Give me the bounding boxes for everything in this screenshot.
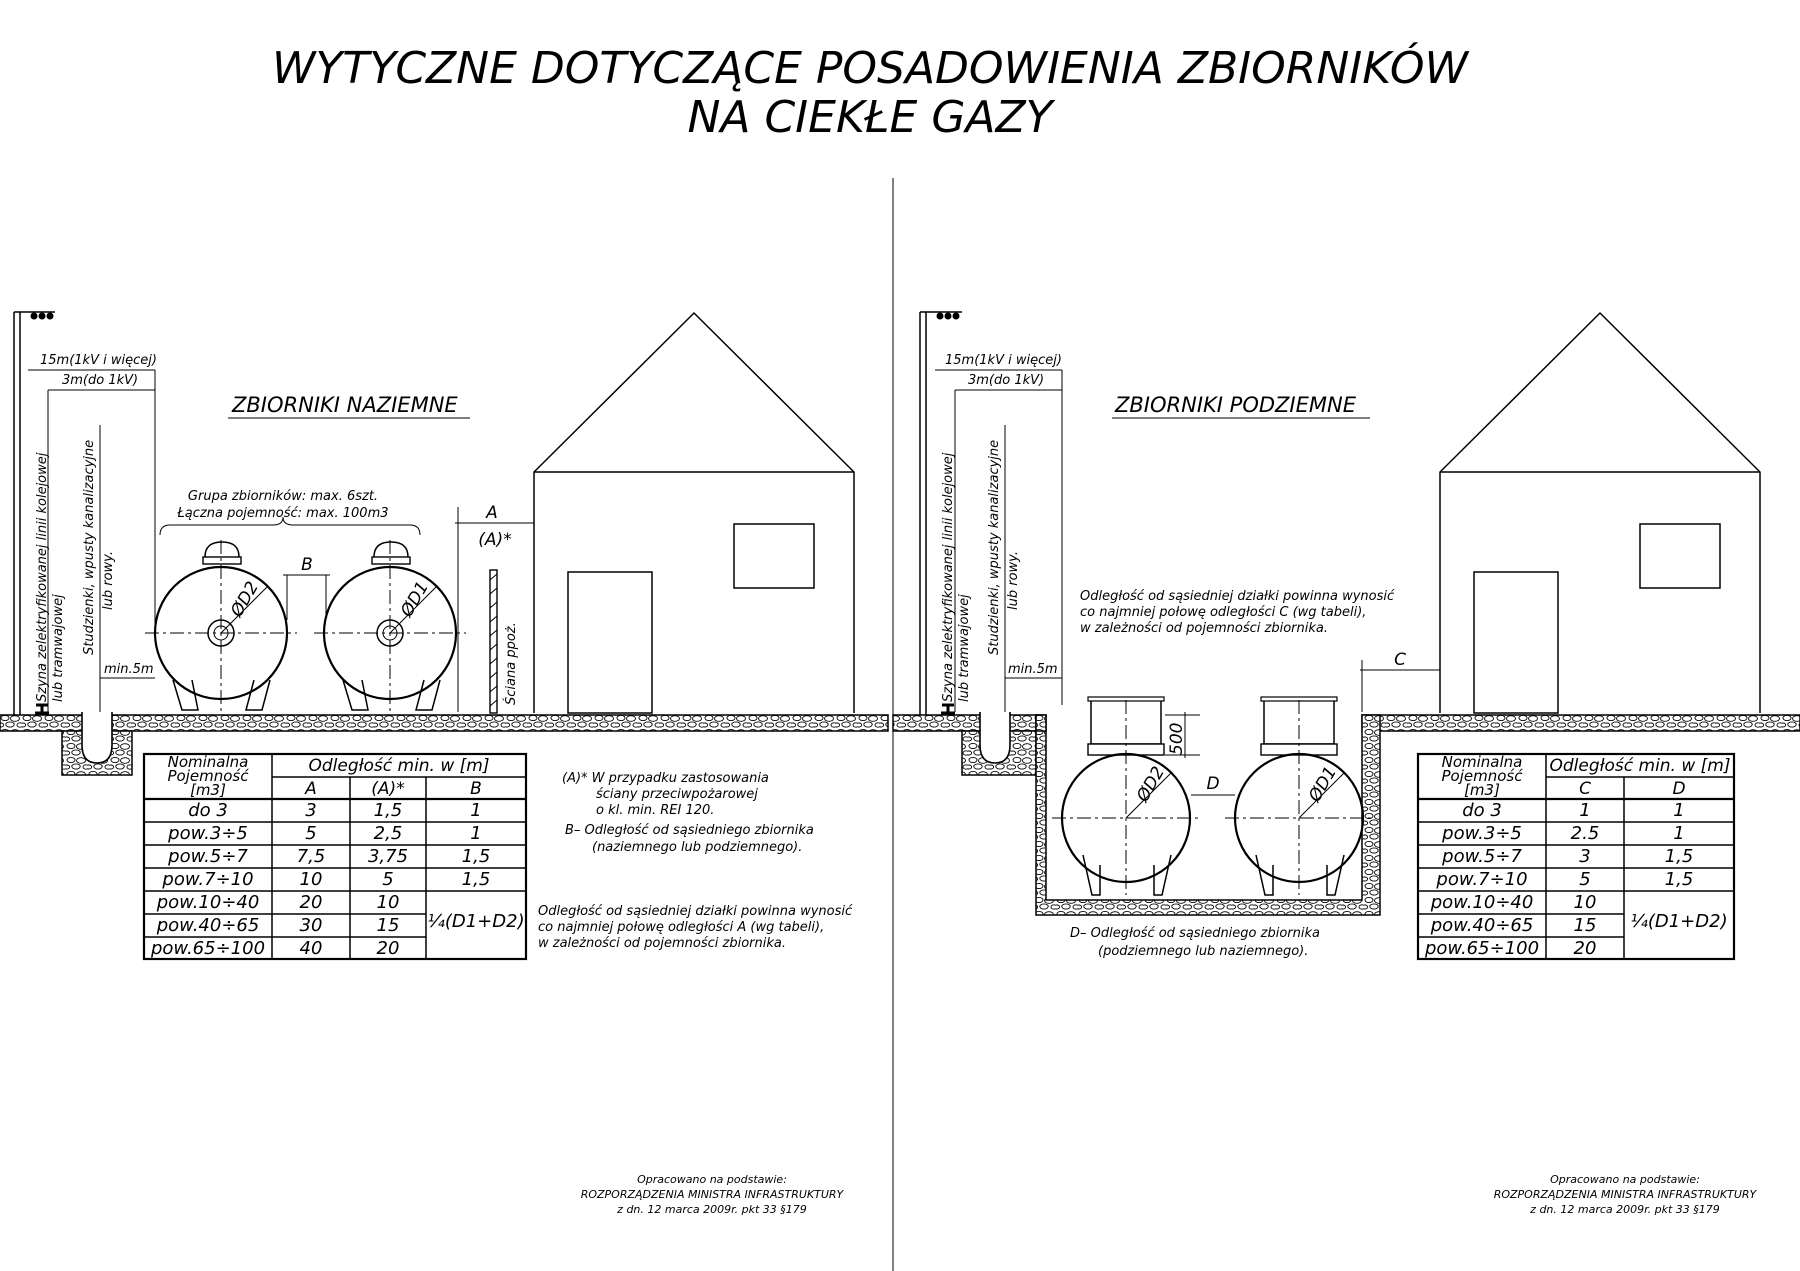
rail-label-2: lub tramwajowej — [51, 594, 66, 702]
rail-label-1: Szyna zelektryfikowanej linii kolejowej — [35, 452, 50, 702]
svg-text:pow.3÷5: pow.3÷5 — [1442, 823, 1522, 844]
svg-text:10: 10 — [1573, 892, 1597, 913]
svg-text:1,5: 1,5 — [461, 846, 491, 867]
svg-text:1,5: 1,5 — [1664, 846, 1694, 867]
svg-text:5: 5 — [305, 823, 317, 844]
min-distance-label: min.5m — [104, 662, 154, 677]
distance-table-aboveground — [144, 753, 526, 959]
note-plot-3: w zależności od pojemności zbiornika. — [538, 936, 786, 951]
svg-text:pow.5÷7: pow.5÷7 — [168, 846, 248, 867]
svg-text:10: 10 — [376, 892, 400, 913]
dimension-a-label: A — [486, 503, 498, 523]
table-header-nominal-2: Pojemność — [167, 767, 249, 785]
svg-text:pow.5÷7: pow.5÷7 — [1442, 846, 1522, 867]
svg-text:pow.65÷100: pow.65÷100 — [1424, 938, 1540, 959]
sewer-label-1: Studzienki, wpusty kanalizacyjne — [82, 439, 97, 655]
table-header-nominal-3: [m3] — [1464, 781, 1500, 799]
sewer-label-1: Studzienki, wpusty kanalizacyjne — [987, 439, 1002, 655]
page-title-line-2: NA CIEKŁE GAZY — [687, 92, 1053, 143]
sewer-label-2: lub rowy. — [101, 551, 116, 610]
table-row — [156, 915, 400, 936]
sewer-label-2: lub rowy. — [1006, 551, 1021, 610]
dimension-b-label: B — [301, 555, 313, 575]
note-a-star-1: (A)* W przypadku zastosowania — [562, 771, 769, 786]
svg-text:1,5: 1,5 — [373, 800, 403, 821]
fire-wall-label: Ściana ppoż. — [504, 622, 519, 705]
dimension-500-label: 500 — [1167, 722, 1187, 755]
note-a-star-3: o kl. min. REI 120. — [596, 803, 715, 818]
svg-text:pow.7÷10: pow.7÷10 — [162, 869, 254, 890]
svg-text:15: 15 — [376, 915, 400, 936]
table-row — [161, 869, 490, 890]
table-row — [1462, 800, 1685, 821]
svg-text:15: 15 — [1573, 915, 1597, 936]
svg-text:30: 30 — [299, 915, 323, 936]
svg-text:20: 20 — [376, 938, 400, 959]
svg-text:3,75: 3,75 — [367, 846, 409, 867]
note-plot-2: co najmniej połowę odległości C (wg tabeli), — [1080, 605, 1367, 620]
group-label-2: Łączna pojemność: max. 100m3 — [177, 506, 389, 521]
svg-text:1: 1 — [1673, 823, 1685, 844]
table-header-nominal-1: Nominalna — [1441, 753, 1523, 771]
svg-text:pow.10÷40: pow.10÷40 — [156, 892, 260, 913]
table-merged-b: ¼(D1+D2) — [427, 911, 525, 932]
power-distance-label-2: 3m(do 1kV) — [968, 373, 1045, 388]
svg-text:7,5: 7,5 — [296, 846, 326, 867]
tank-d2-label: ØD2 — [1133, 763, 1169, 806]
note-d-2: (podziemnego lub naziemnego). — [1098, 944, 1309, 959]
svg-text:pow.3÷5: pow.3÷5 — [168, 823, 248, 844]
table-header-distance: Odległość min. w [m] — [1549, 756, 1731, 776]
note-a-star-2: ściany przeciwpożarowej — [596, 787, 758, 802]
svg-text:20: 20 — [1573, 938, 1597, 959]
svg-text:5: 5 — [382, 869, 394, 890]
table-col-c: C — [1579, 779, 1591, 799]
source-note-right-3: z dn. 12 marca 2009r. pkt 33 §179 — [1530, 1203, 1720, 1216]
svg-text:3: 3 — [1579, 846, 1591, 867]
tank-d2-label: ØD2 — [227, 578, 263, 621]
svg-text:3: 3 — [305, 800, 317, 821]
svg-text:do 3: do 3 — [188, 800, 228, 821]
house-left — [534, 313, 854, 713]
source-note-left-1: Opracowano na podstawie: — [637, 1173, 787, 1186]
svg-text:1: 1 — [1673, 800, 1685, 821]
source-note-right-1: Opracowano na podstawie: — [1550, 1173, 1700, 1186]
source-note-right-2: ROZPORZĄDZENIA MINISTRA INFRASTRUKTURY — [1493, 1188, 1757, 1201]
svg-text:10: 10 — [299, 869, 323, 890]
house-right — [1440, 313, 1760, 713]
table-col-b: B — [470, 779, 482, 799]
table-header-nominal-2: Pojemność — [1441, 767, 1523, 785]
table-row — [156, 892, 400, 913]
dimension-d-label: D — [1206, 774, 1220, 794]
svg-text:pow.40÷65: pow.40÷65 — [156, 915, 260, 936]
power-distance-label-1: 15m(1kV i więcej) — [945, 353, 1062, 368]
dimension-a-star-label: (A)* — [478, 530, 512, 550]
section-title-aboveground: ZBIORNIKI NAZIEMNE — [232, 393, 458, 417]
source-note-left-3: z dn. 12 marca 2009r. pkt 33 §179 — [617, 1203, 807, 1216]
svg-text:pow.65÷100: pow.65÷100 — [150, 938, 266, 959]
sewer-manhole — [82, 712, 112, 763]
insulator-icon — [937, 313, 944, 320]
note-plot-2: co najmniej połowę odległości A (wg tabeli), — [538, 920, 825, 935]
tank-d1 — [314, 540, 466, 712]
rail-icon — [35, 705, 49, 713]
table-row — [150, 938, 399, 959]
svg-text:2,5: 2,5 — [373, 823, 403, 844]
dimension-c-label: C — [1394, 650, 1406, 670]
note-d-1: D– Odległość od sąsiedniego zbiornika — [1070, 926, 1320, 941]
ground-strip — [0, 715, 888, 731]
svg-text:pow.40÷65: pow.40÷65 — [1430, 915, 1534, 936]
table-row — [1441, 823, 1685, 844]
svg-text:do 3: do 3 — [1462, 800, 1502, 821]
note-plot-1: Odległość od sąsiedniej działki powinna wynosić — [538, 904, 853, 919]
page-title-line-1: WYTYCZNE DOTYCZĄCE POSADOWIENIA ZBIORNIKÓW — [271, 43, 1469, 94]
svg-text:1: 1 — [1579, 800, 1591, 821]
power-distance-label-1: 15m(1kV i więcej) — [40, 353, 157, 368]
table-col-d: D — [1672, 779, 1686, 799]
left-panel-above-ground — [0, 312, 888, 1216]
table-row — [1435, 869, 1693, 890]
table-col-a-star: (A)* — [371, 779, 405, 799]
svg-text:1,5: 1,5 — [461, 869, 491, 890]
table-header-nominal-1: Nominalna — [167, 753, 249, 771]
svg-text:1: 1 — [470, 800, 482, 821]
min-distance-label: min.5m — [1008, 662, 1058, 677]
note-plot-3: w zależności od pojemności zbiornika. — [1080, 621, 1328, 636]
tank-d2 — [145, 540, 297, 712]
rail-label-1: Szyna zelektryfikowanej linii kolejowej — [941, 452, 956, 702]
rail-label-2: lub tramwajowej — [957, 594, 972, 702]
table-row — [1441, 846, 1693, 867]
svg-text:1: 1 — [470, 823, 482, 844]
table-row — [1430, 892, 1597, 913]
svg-text:5: 5 — [1579, 869, 1591, 890]
tank-d1-label: ØD1 — [1305, 763, 1341, 806]
tank-d1-label: ØD1 — [397, 578, 433, 621]
table-merged-d: ¼(D1+D2) — [1630, 911, 1728, 932]
svg-text:pow.10÷40: pow.10÷40 — [1430, 892, 1534, 913]
insulator-icon — [31, 313, 38, 320]
svg-text:pow.7÷10: pow.7÷10 — [1436, 869, 1528, 890]
table-col-a: A — [305, 779, 317, 799]
note-b-1: B– Odległość od sąsiedniego zbiornika — [565, 823, 814, 838]
table-header-nominal-3: [m3] — [190, 781, 226, 799]
distance-table-underground — [1418, 753, 1734, 959]
note-plot-1: Odległość od sąsiedniej działki powinna wynosić — [1080, 589, 1395, 604]
table-row — [167, 823, 482, 844]
svg-text:20: 20 — [299, 892, 323, 913]
svg-text:40: 40 — [299, 938, 323, 959]
table-row — [1430, 915, 1597, 936]
table-row — [188, 800, 482, 821]
section-title-underground: ZBIORNIKI PODZIEMNE — [1115, 393, 1356, 417]
table-row — [167, 846, 490, 867]
svg-text:1,5: 1,5 — [1664, 869, 1694, 890]
underground-tank-d1 — [1225, 697, 1373, 895]
group-label-1: Grupa zbiorników: max. 6szt. — [187, 489, 379, 504]
right-panel-underground — [893, 312, 1800, 1216]
power-distance-label-2: 3m(do 1kV) — [62, 373, 139, 388]
table-header-distance: Odległość min. w [m] — [308, 756, 490, 776]
source-note-left-2: ROZPORZĄDZENIA MINISTRA INFRASTRUKTURY — [580, 1188, 844, 1201]
rail-icon — [941, 705, 955, 713]
svg-text:2.5: 2.5 — [1570, 823, 1600, 844]
table-row — [1424, 938, 1596, 959]
note-b-2: (naziemnego lub podziemnego). — [592, 840, 803, 855]
